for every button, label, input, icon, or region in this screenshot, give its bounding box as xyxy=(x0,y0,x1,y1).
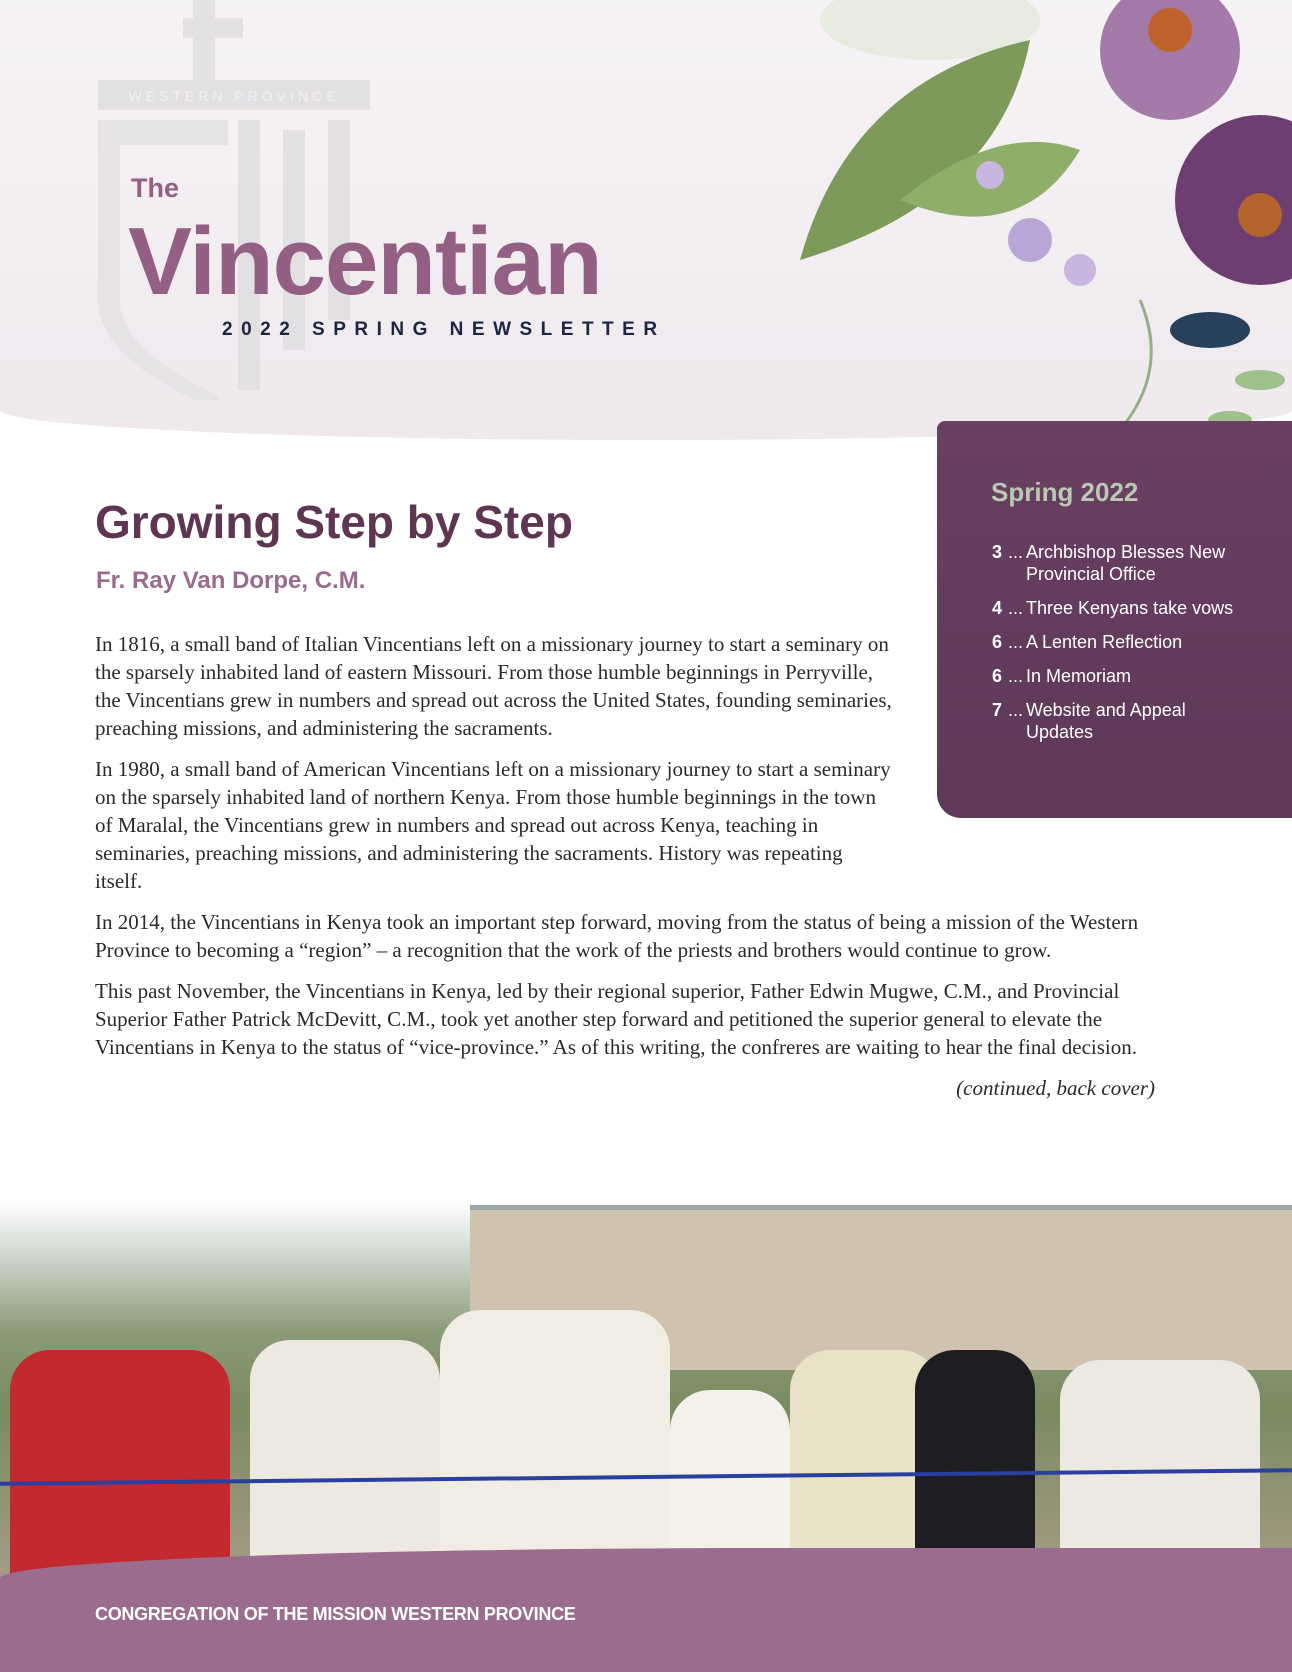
toc-dots: ... xyxy=(1008,700,1024,720)
toc-dots: ... xyxy=(1008,666,1024,686)
toc-dots: ... xyxy=(1008,632,1024,652)
toc-heading: Spring 2022 xyxy=(991,477,1139,507)
article-body xyxy=(95,630,1155,1102)
article-title: Growing Step by Step xyxy=(95,496,573,548)
toc-dots: ... xyxy=(1008,542,1024,562)
toc-item[interactable] xyxy=(992,597,1233,619)
toc-label: Website and Appeal Updates xyxy=(1026,700,1186,742)
toc-label: Archbishop Blesses New Provincial Office xyxy=(1026,542,1226,584)
photo-person xyxy=(440,1310,670,1580)
footer-band xyxy=(0,1548,1292,1672)
footer-text: CONGREGATION OF THE MISSION WESTERN PROVINCE xyxy=(95,1604,576,1624)
toc-page: 7 xyxy=(992,700,1003,720)
photo-person xyxy=(10,1350,230,1580)
toc-page: 3 xyxy=(992,542,1003,562)
paragraph: In 1980, a small band of American Vincentians left on a missionary journey to start a seminary on the sparsely inhabited land of northern Kenya. From those humble beginnings in the town of Maralal, the Vincentians grew in numbers and spread out across Kenya, teaching in seminaries, preaching missions, and administering the sacraments. History was repeating itself. xyxy=(95,757,891,893)
paragraph: In 2014, the Vincentians in Kenya took an important step forward, moving from the status of being a mission of the Western Province to becoming a “region” – a recognition that the work of the priests and brothers would continue to grow. xyxy=(95,910,1139,962)
masthead-the: The xyxy=(131,173,180,203)
toc-page: 6 xyxy=(992,666,1003,686)
logo-text: WESTERN PROVINCE xyxy=(128,88,340,104)
floral-illustration xyxy=(700,0,1292,440)
toc-label: In Memoriam xyxy=(1026,666,1132,686)
photo-person xyxy=(915,1350,1035,1580)
toc-label: Three Kenyans take vows xyxy=(1026,598,1234,618)
toc-item[interactable] xyxy=(992,541,1233,585)
paragraph: This past November, the Vincentians in Kenya, led by their regional superior, Father Edwin Mugwe, C.M., and Provincial Superior Father Patrick McDevitt, C.M., took yet another step forward and petitioned the superior general to elevate the Vincentians in Kenya to the status of “vice-province.” As of this writing, the confreres are waiting to hear the final decision. xyxy=(95,979,1137,1059)
toc-dots: ... xyxy=(1008,598,1024,618)
paragraph: In 1816, a small band of Italian Vincentians left on a missionary journey to start a seminary on the sparsely inhabited land of eastern Missouri. From those humble beginnings in Perryville, the Vincentians grew in numbers and spread out across the United States, founding seminaries, preaching missions, and administering the sacraments. xyxy=(95,632,892,740)
article-author: Fr. Ray Van Dorpe, C.M. xyxy=(96,567,366,594)
toc-page: 4 xyxy=(992,598,1003,618)
continued-note: (continued, back cover) xyxy=(956,1076,1155,1100)
masthead-title: Vincentian xyxy=(128,208,602,315)
toc-page: 6 xyxy=(992,632,1003,652)
photo-people xyxy=(0,1290,1292,1580)
photo-person xyxy=(250,1340,440,1580)
toc-label: A Lenten Reflection xyxy=(1026,632,1183,652)
masthead-subtitle: 2022 SPRING NEWSLETTER xyxy=(222,319,666,340)
